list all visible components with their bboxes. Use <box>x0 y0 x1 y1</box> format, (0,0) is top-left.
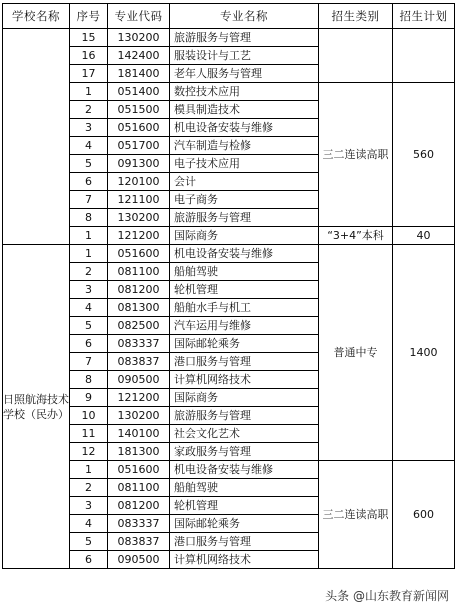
code-cell: 090500 <box>108 371 170 389</box>
seq-cell: 3 <box>70 497 108 515</box>
code-cell: 181400 <box>108 65 170 83</box>
major-cell: 轮机管理 <box>170 281 319 299</box>
major-cell: 电子商务 <box>170 191 319 209</box>
table-row <box>3 83 455 101</box>
major-cell: 国际邮轮乘务 <box>170 515 319 533</box>
code-cell: 051700 <box>108 137 170 155</box>
table-row <box>3 227 455 245</box>
major-cell: 汽车制造与检修 <box>170 137 319 155</box>
major-cell: 旅游服务与管理 <box>170 29 319 47</box>
major-cell: 机电设备安装与维修 <box>170 245 319 263</box>
category-cell: 三二连读高职 <box>319 461 393 569</box>
seq-cell: 16 <box>70 47 108 65</box>
header-plan: 招生计划 <box>393 4 455 29</box>
seq-cell: 12 <box>70 443 108 461</box>
seq-cell: 7 <box>70 191 108 209</box>
seq-cell: 17 <box>70 65 108 83</box>
category-cell <box>319 29 393 83</box>
code-cell: 181300 <box>108 443 170 461</box>
seq-cell: 4 <box>70 515 108 533</box>
code-cell: 051600 <box>108 461 170 479</box>
major-cell: 船舶水手与机工 <box>170 299 319 317</box>
major-cell: 旅游服务与管理 <box>170 407 319 425</box>
major-cell: 机电设备安装与维修 <box>170 119 319 137</box>
code-cell: 081200 <box>108 281 170 299</box>
plan-cell: 1400 <box>393 245 455 461</box>
major-cell: 港口服务与管理 <box>170 533 319 551</box>
major-cell: 计算机网络技术 <box>170 371 319 389</box>
major-cell: 旅游服务与管理 <box>170 209 319 227</box>
code-cell: 081300 <box>108 299 170 317</box>
major-cell: 电子技术应用 <box>170 155 319 173</box>
seq-cell: 6 <box>70 335 108 353</box>
seq-cell: 5 <box>70 533 108 551</box>
code-cell: 081100 <box>108 479 170 497</box>
code-cell: 082500 <box>108 317 170 335</box>
major-cell: 国际商务 <box>170 389 319 407</box>
major-cell: 家政服务与管理 <box>170 443 319 461</box>
category-cell: “3+4”本科 <box>319 227 393 245</box>
enrollment-table <box>2 3 455 569</box>
seq-cell: 15 <box>70 29 108 47</box>
code-cell: 083337 <box>108 335 170 353</box>
seq-cell: 4 <box>70 137 108 155</box>
code-cell: 130200 <box>108 29 170 47</box>
watermark: 头条 @山东教育新闻网 <box>322 586 452 605</box>
major-cell: 国际商务 <box>170 227 319 245</box>
code-cell: 090500 <box>108 551 170 569</box>
code-cell: 121200 <box>108 389 170 407</box>
table-row <box>3 245 455 263</box>
major-cell: 服装设计与工艺 <box>170 47 319 65</box>
code-cell: 081100 <box>108 263 170 281</box>
seq-cell: 11 <box>70 425 108 443</box>
category-cell: 普通中专 <box>319 245 393 461</box>
code-cell: 091300 <box>108 155 170 173</box>
code-cell: 121100 <box>108 191 170 209</box>
seq-cell: 1 <box>70 245 108 263</box>
seq-cell: 1 <box>70 227 108 245</box>
code-cell: 051600 <box>108 245 170 263</box>
major-cell: 老年人服务与管理 <box>170 65 319 83</box>
major-cell: 数控技术应用 <box>170 83 319 101</box>
code-cell: 142400 <box>108 47 170 65</box>
header-category: 招生类别 <box>319 4 393 29</box>
code-cell: 051500 <box>108 101 170 119</box>
seq-cell: 7 <box>70 353 108 371</box>
major-cell: 船舶驾驶 <box>170 263 319 281</box>
major-cell: 汽车运用与维修 <box>170 317 319 335</box>
seq-cell: 2 <box>70 101 108 119</box>
major-cell: 模具制造技术 <box>170 101 319 119</box>
header-seq: 序号 <box>70 4 108 29</box>
code-cell: 130200 <box>108 407 170 425</box>
seq-cell: 3 <box>70 281 108 299</box>
school-cell <box>3 29 70 245</box>
seq-cell: 10 <box>70 407 108 425</box>
seq-cell: 2 <box>70 263 108 281</box>
header-name: 专业名称 <box>170 4 319 29</box>
major-cell: 港口服务与管理 <box>170 353 319 371</box>
seq-cell: 1 <box>70 83 108 101</box>
code-cell: 081200 <box>108 497 170 515</box>
seq-cell: 8 <box>70 209 108 227</box>
code-cell: 051600 <box>108 119 170 137</box>
major-cell: 机电设备安装与维修 <box>170 461 319 479</box>
seq-cell: 5 <box>70 317 108 335</box>
plan-cell: 40 <box>393 227 455 245</box>
seq-cell: 8 <box>70 371 108 389</box>
major-cell: 船舶驾驶 <box>170 479 319 497</box>
code-cell: 083337 <box>108 515 170 533</box>
seq-cell: 9 <box>70 389 108 407</box>
major-cell: 轮机管理 <box>170 497 319 515</box>
table-row <box>3 29 455 47</box>
code-cell: 140100 <box>108 425 170 443</box>
seq-cell: 2 <box>70 479 108 497</box>
code-cell: 130200 <box>108 209 170 227</box>
code-cell: 051400 <box>108 83 170 101</box>
code-cell: 121200 <box>108 227 170 245</box>
major-cell: 计算机网络技术 <box>170 551 319 569</box>
code-cell: 083837 <box>108 353 170 371</box>
seq-cell: 6 <box>70 551 108 569</box>
seq-cell: 6 <box>70 173 108 191</box>
school-cell: 日照航海技术学校（民办） <box>3 245 70 569</box>
header-code: 专业代码 <box>108 4 170 29</box>
header-row <box>3 4 455 29</box>
plan-cell: 560 <box>393 83 455 227</box>
seq-cell: 5 <box>70 155 108 173</box>
major-cell: 会计 <box>170 173 319 191</box>
major-cell: 社会文化艺术 <box>170 425 319 443</box>
header-school: 学校名称 <box>3 4 70 29</box>
table-row <box>3 461 455 479</box>
code-cell: 120100 <box>108 173 170 191</box>
seq-cell: 3 <box>70 119 108 137</box>
major-cell: 国际邮轮乘务 <box>170 335 319 353</box>
category-cell: 三二连读高职 <box>319 83 393 227</box>
plan-cell: 600 <box>393 461 455 569</box>
code-cell: 083837 <box>108 533 170 551</box>
plan-cell <box>393 29 455 83</box>
seq-cell: 1 <box>70 461 108 479</box>
seq-cell: 4 <box>70 299 108 317</box>
